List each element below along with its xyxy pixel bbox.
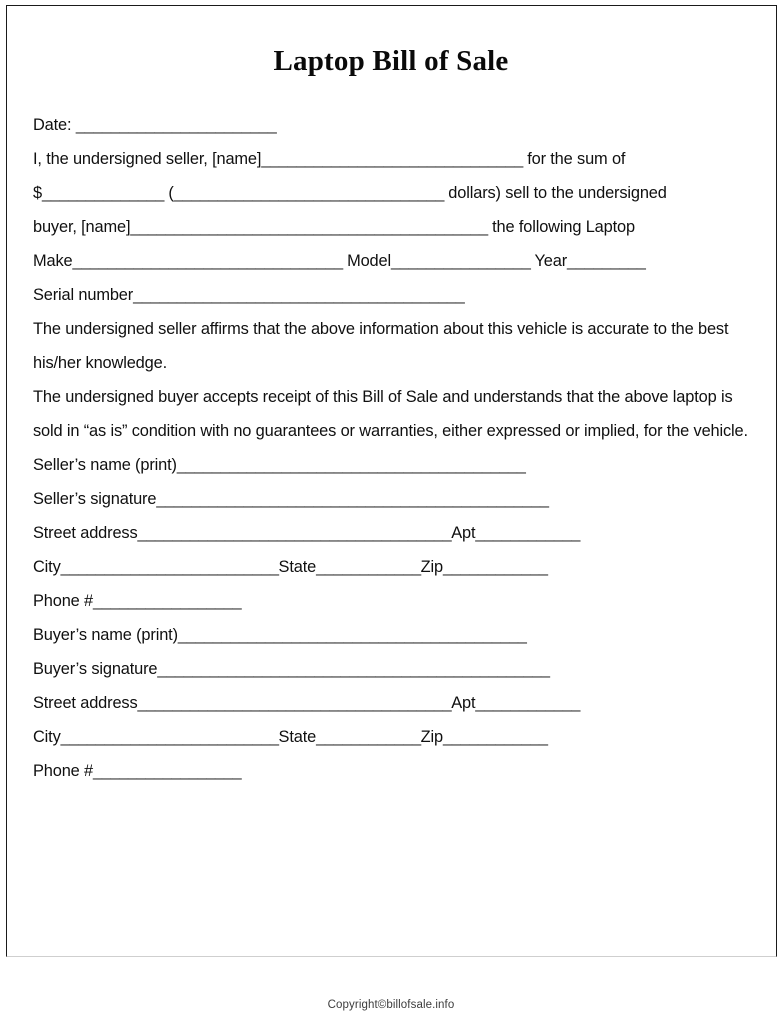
buyer-phone-line (33, 754, 755, 788)
seller-state-label: State (278, 558, 317, 576)
seller-street-input-blank[interactable]: ____________________________________ (137, 524, 452, 542)
buyer-city-input-blank[interactable]: _________________________ (60, 728, 279, 746)
buyer-state-label: State (278, 728, 317, 746)
seller-intro-line (33, 142, 755, 176)
serial-number-line (33, 278, 755, 312)
seller-city-label: City (33, 558, 61, 576)
serial-number-input-blank[interactable]: ______________________________________ (133, 286, 465, 304)
make-input-blank[interactable]: _______________________________ (72, 252, 343, 270)
seller-signature-input-blank[interactable]: _____________________________________________ (156, 490, 549, 508)
buyer-name-input-blank[interactable]: _________________________________________ (130, 218, 488, 236)
document-body (33, 108, 755, 788)
seller-phone-input-blank[interactable]: _________________ (93, 592, 242, 610)
buyer-intro-label: buyer, [name] (33, 218, 131, 236)
buyer-intro-line (33, 210, 755, 244)
seller-zip-label: Zip (420, 558, 443, 576)
date-line (33, 108, 755, 142)
amount-input-blank[interactable]: ______________ (41, 184, 164, 202)
buyer-state-input-blank[interactable]: ____________ (316, 728, 421, 746)
seller-city-state-zip-line (33, 550, 755, 584)
seller-state-input-blank[interactable]: ____________ (316, 558, 421, 576)
buyer-city-state-zip-line (33, 720, 755, 754)
serial-number-label: Serial number (33, 286, 134, 304)
seller-name-line (33, 448, 755, 482)
buyer-phone-input-blank[interactable]: _________________ (93, 762, 242, 780)
buyer-zip-input-blank[interactable]: ____________ (443, 728, 548, 746)
seller-signature-label: Seller’s signature (33, 490, 157, 508)
buyer-street-label: Street address (33, 694, 138, 712)
buyer-apt-input-blank[interactable]: ____________ (475, 694, 581, 712)
seller-city-input-blank[interactable]: _________________________ (60, 558, 279, 576)
footer-copyright: Copyright©billofsale.info (327, 999, 455, 1011)
seller-phone-label: Phone # (33, 592, 94, 610)
seller-affirmation-clause: The undersigned seller affirms that the above information about this vehicle is accurate to the best his/her knowledge. (33, 320, 729, 372)
buyer-intro-tail: the following Laptop (487, 218, 635, 236)
make-model-year-line (33, 244, 755, 278)
dollar-sign: $ (33, 184, 42, 202)
seller-name-input-blank[interactable]: ______________________________ (261, 150, 523, 168)
date-input-blank[interactable]: _______________________ (75, 116, 277, 134)
buyer-phone-label: Phone # (33, 762, 94, 780)
amount-line (33, 176, 755, 210)
buyer-apt-label: Apt (451, 694, 476, 712)
year-label: Year (530, 252, 568, 270)
buyer-name-label: Buyer’s name (print) (33, 626, 178, 644)
amount-tail: dollars) sell to the undersigned (443, 184, 667, 202)
seller-zip-input-blank[interactable]: ____________ (443, 558, 548, 576)
seller-phone-line (33, 584, 755, 618)
seller-apt-input-blank[interactable]: ____________ (475, 524, 581, 542)
seller-signature-line (33, 482, 755, 516)
buyer-signature-line (33, 652, 755, 686)
seller-intro-label: I, the undersigned seller, [name] (33, 150, 262, 168)
model-label: Model (342, 252, 391, 270)
buyer-name-line (33, 618, 755, 652)
buyer-acceptance-clause: The undersigned buyer accepts receipt of this Bill of Sale and understands that the above laptop is sold in “as is” condition with no guarantees or warranties, either expressed or implied, for the vehicle. (33, 388, 748, 440)
seller-intro-tail: for the sum of (522, 150, 626, 168)
buyer-name-print-input-blank[interactable]: ________________________________________ (177, 626, 527, 644)
buyer-signature-label: Buyer’s signature (33, 660, 158, 678)
buyer-zip-label: Zip (420, 728, 443, 746)
buyer-street-line (33, 686, 755, 720)
buyer-signature-input-blank[interactable]: _____________________________________________ (157, 660, 550, 678)
year-input-blank[interactable]: _________ (567, 252, 646, 270)
buyer-street-input-blank[interactable]: ____________________________________ (137, 694, 452, 712)
amount-words-input-blank[interactable]: _______________________________ (173, 184, 444, 202)
seller-name-label: Seller’s name (print) (33, 456, 177, 474)
seller-apt-label: Apt (451, 524, 476, 542)
page-title: Laptop Bill of Sale (273, 45, 509, 78)
date-label: Date: (33, 116, 76, 134)
make-label: Make (33, 252, 73, 270)
model-input-blank[interactable]: ________________ (390, 252, 531, 270)
amount-open-paren: ( (164, 184, 174, 202)
seller-street-label: Street address (33, 524, 138, 542)
buyer-city-label: City (33, 728, 61, 746)
seller-street-line (33, 516, 755, 550)
seller-name-print-input-blank[interactable]: ________________________________________ (176, 456, 526, 474)
